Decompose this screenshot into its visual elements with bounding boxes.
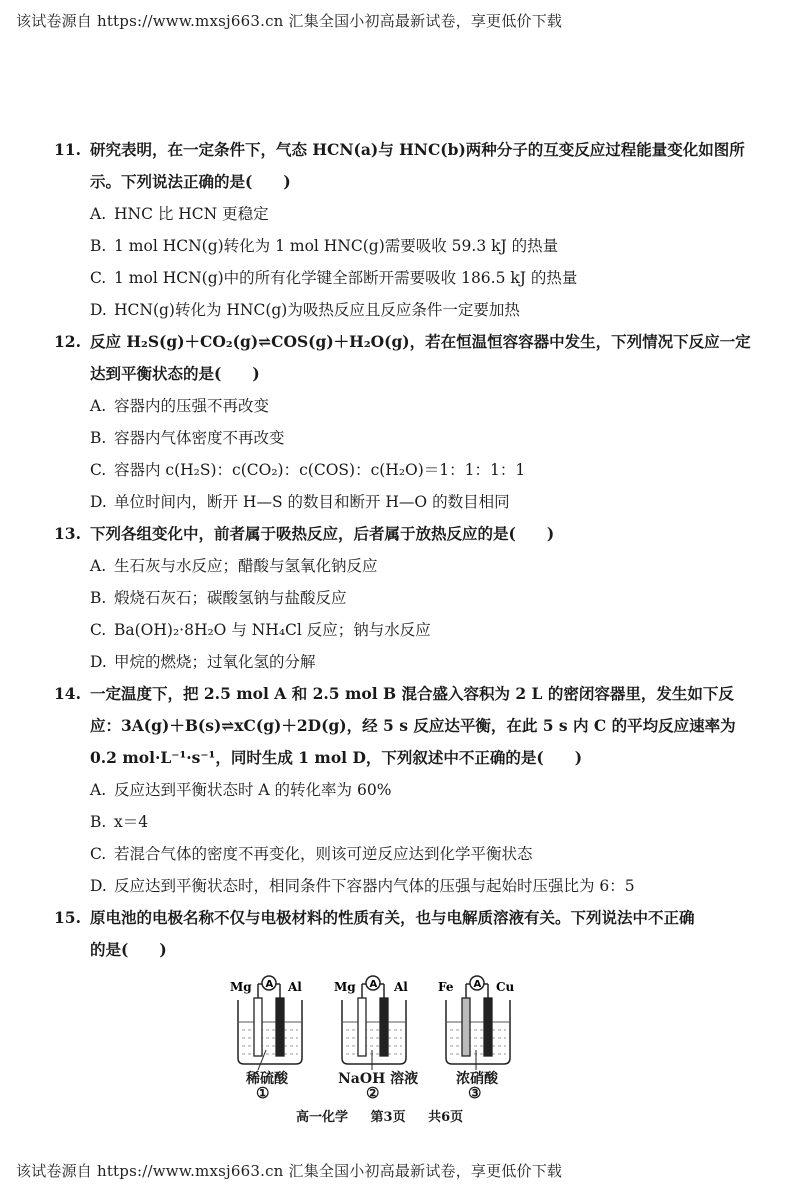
watermark-bottom: 该试卷源自 https://www.mxsj663.cn 汇集全国小初高最新试卷，享更低价下载 xyxy=(16,1162,563,1180)
cell-1-ammeter-label: A xyxy=(265,979,274,990)
q12-stem-line1: 反应 H₂S(g)＋CO₂(g)⇌COS(g)＋H₂O(g)，若在恒温恒容容器中发生，下列情况下反应一定 xyxy=(90,332,751,351)
page-footer xyxy=(296,1106,481,1125)
cell-2-ammeter-label: A xyxy=(369,979,378,990)
cell-2-number: ② xyxy=(366,1084,380,1102)
footer-subject: 高一化学 xyxy=(296,1110,349,1125)
cell-2-left-electrode-label: Mg xyxy=(334,980,356,994)
q15-number: 15. xyxy=(54,908,81,927)
cell-1-solution-label: 稀硫酸 xyxy=(246,1071,288,1087)
cell-1-number: ① xyxy=(256,1084,270,1102)
cell-2-diagram xyxy=(334,976,408,1070)
cell-3-number: ③ xyxy=(468,1084,482,1102)
cell-3-right-electrode-label: Cu xyxy=(496,980,515,994)
q11-stem-line2: 示。下列说法正确的是( ) xyxy=(90,172,291,191)
q13-option-c: C. Ba(OH)₂·8H₂O 与 NH₄Cl 反应；钠与水反应 xyxy=(90,621,431,639)
cell-2-right-electrode-label: Al xyxy=(394,980,408,994)
q14-stem-line2: 应：3A(g)＋B(s)⇌xC(g)＋2D(g)，经 5 s 反应达平衡，在此 5 s 内 C 的平均反应速率为 xyxy=(90,716,736,735)
q13-stem-line1: 下列各组变化中，前者属于吸热反应，后者属于放热反应的是( ) xyxy=(90,524,555,543)
q12-number: 12. xyxy=(54,332,81,351)
q11-option-c: C. 1 mol HCN(g)中的所有化学键全部断开需要吸收 186.5 kJ 的热量 xyxy=(90,269,578,287)
cell-2-right-electrode xyxy=(380,998,388,1056)
cell-1-left-electrode-label: Mg xyxy=(230,980,252,994)
cell-1-right-electrode-label: Al xyxy=(288,980,302,994)
q13-option-a: A. 生石灰与水反应；醋酸与氢氧化钠反应 xyxy=(90,557,378,575)
cell-1-left-electrode xyxy=(254,998,262,1056)
cell-1-right-electrode xyxy=(276,998,284,1056)
cell-3-solution-label: 浓硝酸 xyxy=(456,1071,498,1087)
cell-2-left-electrode xyxy=(358,998,366,1056)
q12-stem-line2: 达到平衡状态的是( ) xyxy=(90,364,260,383)
q14-option-c: C. 若混合气体的密度不再变化，则该可逆反应达到化学平衡状态 xyxy=(90,845,533,863)
cell-3-beaker xyxy=(446,1000,510,1064)
q14-stem-line1: 一定温度下，把 2.5 mol A 和 2.5 mol B 混合盛入容积为 2 L 的密闭容器里，发生如下反 xyxy=(90,684,734,703)
cell-3-left-electrode xyxy=(462,998,470,1056)
footer-total: 共6页 xyxy=(428,1110,464,1125)
cell-3-ammeter-label: A xyxy=(473,979,482,990)
q11-option-d: D. HCN(g)转化为 HNC(g)为吸热反应且反应条件一定要加热 xyxy=(90,301,520,319)
q14-stem-line3: 0.2 mol·L⁻¹·s⁻¹，同时生成 1 mol D，下列叙述中不正确的是( ) xyxy=(90,748,583,767)
q15-stem-line1: 原电池的电极名称不仅与电极材料的性质有关，也与电解质溶液有关。下列说法中不正确 xyxy=(90,908,695,927)
watermark-top: 该试卷源自 https://www.mxsj663.cn 汇集全国小初高最新试卷，享更低价下载 xyxy=(16,12,563,30)
q11-option-b: B. 1 mol HCN(g)转化为 1 mol HNC(g)需要吸收 59.3 kJ 的热量 xyxy=(90,237,559,255)
q11-number: 11. xyxy=(54,140,81,159)
q12-option-b: B. 容器内气体密度不再改变 xyxy=(90,429,285,447)
cell-2-beaker xyxy=(342,1000,406,1064)
q12-option-a: A. 容器内的压强不再改变 xyxy=(90,397,270,415)
q11-stem-line1: 研究表明，在一定条件下，气态 HCN(a)与 HNC(b)两种分子的互变反应过程能量变化如图所 xyxy=(90,140,745,159)
q13-number: 13. xyxy=(54,524,81,543)
q14-number: 14. xyxy=(54,684,81,703)
cell-2-solution-label: NaOH 溶液 xyxy=(338,1071,419,1087)
cell-3-diagram xyxy=(438,976,515,1070)
q12-option-c: C. 容器内 c(H₂S)：c(CO₂)：c(COS)：c(H₂O)＝1：1：1：1 xyxy=(90,461,526,479)
q13-option-d: D. 甲烷的燃烧；过氧化氢的分解 xyxy=(90,653,316,671)
cell-3-left-electrode-label: Fe xyxy=(438,980,454,994)
q12-option-d: D. 单位时间内，断开 H—S 的数目和断开 H—O 的数目相同 xyxy=(90,493,510,511)
cell-3-right-electrode xyxy=(484,998,492,1056)
q14-option-d: D. 反应达到平衡状态时，相同条件下容器内气体的压强与起始时压强比为 6：5 xyxy=(90,877,635,895)
cell-1-diagram xyxy=(230,976,302,1070)
cell-1-beaker xyxy=(238,1000,302,1064)
q11-option-a: A. HNC 比 HCN 更稳定 xyxy=(90,205,269,223)
q15-stem-line2: 的是( ) xyxy=(90,940,167,959)
q13-option-b: B. 煅烧石灰石；碳酸氢钠与盐酸反应 xyxy=(90,589,347,607)
q14-option-a: A. 反应达到平衡状态时 A 的转化率为 60% xyxy=(90,781,392,799)
footer-page: 第3页 xyxy=(370,1110,406,1125)
q14-option-b: B. x＝4 xyxy=(90,813,149,831)
